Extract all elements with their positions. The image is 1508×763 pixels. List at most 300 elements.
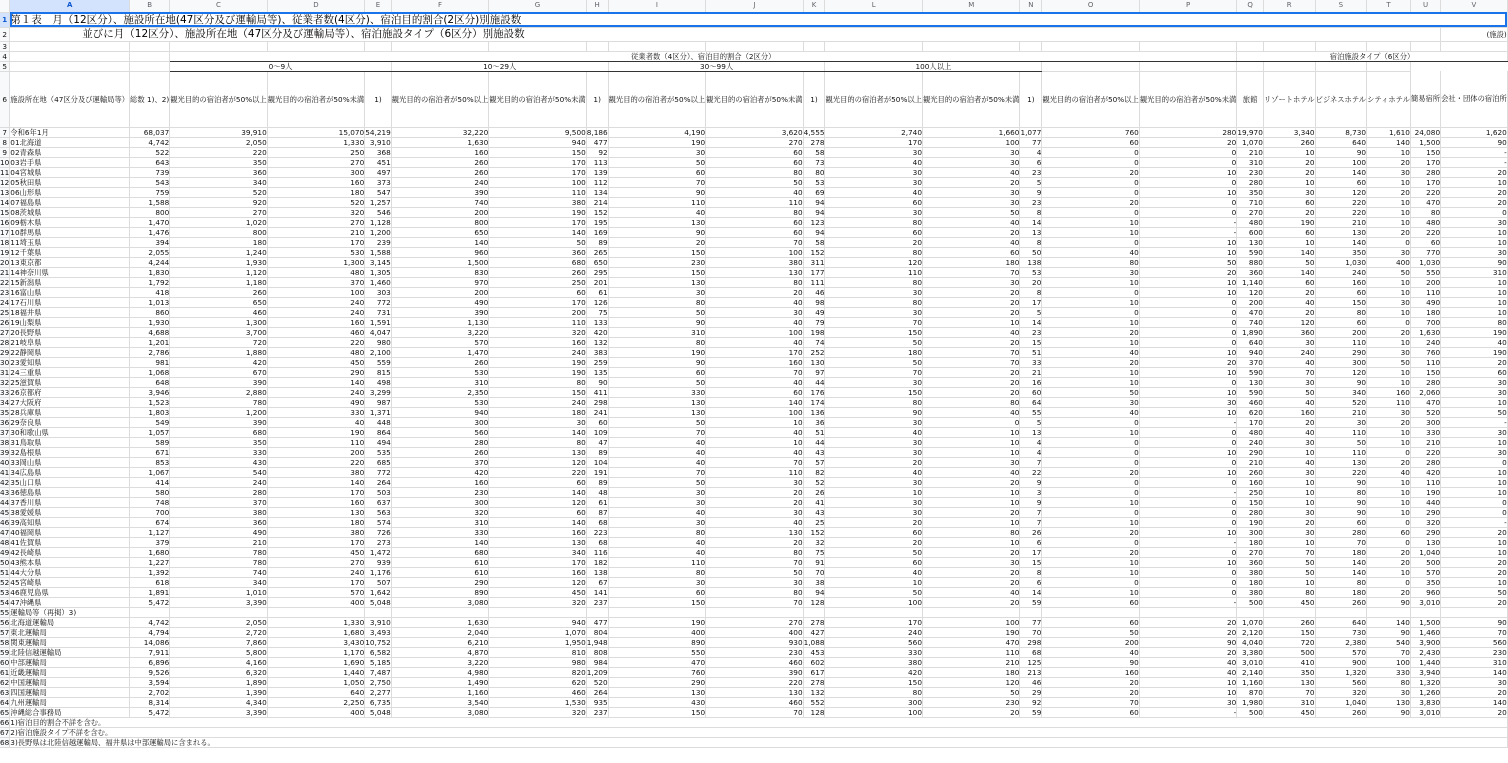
row-header[interactable]: 36 — [0, 417, 10, 427]
data-cell[interactable]: 0 — [1042, 287, 1139, 297]
data-cell[interactable]: 470 — [1410, 397, 1440, 407]
data-cell[interactable]: 320 — [1410, 517, 1440, 527]
data-cell[interactable]: 10 — [1042, 277, 1139, 287]
data-cell[interactable]: 1,200 — [365, 227, 392, 237]
data-cell[interactable]: 20 — [1042, 467, 1139, 477]
data-cell[interactable]: 59 — [1020, 707, 1042, 717]
data-cell[interactable]: 2,140 — [1237, 667, 1264, 677]
data-cell[interactable]: 40 — [1042, 407, 1139, 417]
data-cell[interactable]: 1,200 — [170, 407, 267, 417]
data-cell[interactable]: 7,487 — [365, 667, 392, 677]
data-cell[interactable]: 120 — [1263, 317, 1315, 327]
column-header[interactable]: M — [922, 0, 1019, 12]
data-cell[interactable]: - — [1139, 227, 1236, 237]
data-cell[interactable]: 1,680 — [130, 547, 170, 557]
data-cell[interactable]: 220 — [267, 457, 364, 467]
data-cell[interactable]: 89 — [586, 447, 608, 457]
row-header[interactable]: 12 — [0, 177, 10, 187]
data-cell[interactable]: 547 — [365, 187, 392, 197]
data-cell[interactable]: 140 — [1441, 667, 1508, 677]
data-cell[interactable]: 1,170 — [267, 647, 364, 657]
data-cell[interactable]: 14 — [1020, 317, 1042, 327]
row-label[interactable]: 24三重県 — [10, 367, 130, 377]
data-cell[interactable]: 90 — [1042, 657, 1139, 667]
data-cell[interactable]: 30 — [1367, 297, 1411, 307]
data-cell[interactable]: 1,030 — [1410, 257, 1440, 267]
data-cell[interactable]: 40 — [1263, 357, 1315, 367]
data-cell[interactable]: 1,127 — [130, 527, 170, 537]
data-cell[interactable]: 477 — [586, 617, 608, 627]
data-cell[interactable]: 50 — [922, 687, 1019, 697]
row-header[interactable]: 51 — [0, 567, 10, 577]
data-cell[interactable]: 20 — [1441, 567, 1508, 577]
data-cell[interactable]: 1,130 — [391, 317, 488, 327]
data-cell[interactable]: 90 — [1367, 627, 1411, 637]
data-cell[interactable]: 3,910 — [365, 137, 392, 147]
data-cell[interactable]: 940 — [391, 407, 488, 417]
data-cell[interactable]: 60 — [489, 507, 586, 517]
data-cell[interactable]: 300 — [1410, 417, 1440, 427]
data-cell[interactable]: 260 — [1237, 467, 1264, 477]
data-cell[interactable]: 1,500 — [1410, 617, 1440, 627]
data-cell[interactable]: 40 — [1263, 297, 1315, 307]
header-company-lodging[interactable]: 会社・団体の宿泊所 — [1441, 71, 1508, 127]
data-cell[interactable]: 70 — [1441, 627, 1508, 637]
data-cell[interactable]: 220 — [1315, 197, 1367, 207]
data-cell[interactable]: 770 — [1410, 247, 1440, 257]
data-cell[interactable]: 94 — [803, 587, 825, 597]
data-cell[interactable]: 40 — [706, 317, 803, 327]
cell[interactable] — [1237, 61, 1264, 71]
data-cell[interactable]: 0 — [1042, 477, 1139, 487]
data-cell[interactable]: 379 — [130, 537, 170, 547]
data-cell[interactable]: 30 — [825, 207, 922, 217]
data-cell[interactable]: 270 — [706, 617, 803, 627]
data-cell[interactable]: 60 — [489, 477, 586, 487]
data-cell[interactable]: 370 — [391, 457, 488, 467]
data-cell[interactable]: 46 — [803, 287, 825, 297]
data-cell[interactable]: 220 — [1315, 207, 1367, 217]
row-header[interactable]: 1 — [0, 12, 10, 27]
cell[interactable] — [1263, 61, 1315, 71]
header-ryokan[interactable]: 旅館 — [1237, 71, 1264, 127]
data-cell[interactable]: 40 — [706, 297, 803, 307]
data-cell[interactable]: 40 — [922, 217, 1019, 227]
data-cell[interactable]: 20 — [1139, 617, 1236, 627]
data-cell[interactable]: 30 — [706, 507, 803, 517]
data-cell[interactable]: 110 — [1367, 397, 1411, 407]
data-cell[interactable]: 330 — [825, 647, 922, 657]
data-cell[interactable]: 30 — [706, 307, 803, 317]
data-cell[interactable]: 10 — [1139, 467, 1236, 477]
data-cell[interactable]: 10 — [922, 497, 1019, 507]
data-cell[interactable]: 123 — [803, 217, 825, 227]
data-cell[interactable]: 40 — [922, 167, 1019, 177]
data-cell[interactable]: 320 — [391, 507, 488, 517]
data-cell[interactable]: 610 — [391, 557, 488, 567]
column-header[interactable]: V — [1441, 0, 1508, 12]
data-cell[interactable]: 530 — [391, 367, 488, 377]
data-cell[interactable]: 100 — [706, 327, 803, 337]
column-header[interactable]: S — [1315, 0, 1367, 12]
data-cell[interactable]: 1,490 — [391, 677, 488, 687]
data-cell[interactable]: 0 — [1042, 157, 1139, 167]
data-cell[interactable]: 640 — [1315, 617, 1367, 627]
data-cell[interactable]: 980 — [489, 657, 586, 667]
data-cell[interactable]: 480 — [1237, 427, 1264, 437]
data-cell[interactable]: 298 — [586, 397, 608, 407]
data-cell[interactable]: 180 — [267, 517, 364, 527]
data-cell[interactable]: 10 — [706, 417, 803, 427]
data-cell[interactable]: 130 — [1315, 227, 1367, 237]
cell[interactable] — [1042, 61, 1139, 71]
data-cell[interactable]: 10 — [1441, 177, 1508, 187]
data-cell[interactable]: 80 — [489, 377, 586, 387]
data-cell[interactable]: 549 — [130, 417, 170, 427]
footnote[interactable]: 2)宿泊施設タイプ不詳を含む。 — [10, 727, 1507, 737]
data-cell[interactable]: 602 — [803, 657, 825, 667]
data-cell[interactable]: 310 — [1441, 267, 1508, 277]
data-cell[interactable]: 20 — [1263, 517, 1315, 527]
data-cell[interactable]: 90 — [586, 377, 608, 387]
data-cell[interactable]: 300 — [1237, 527, 1264, 537]
data-cell[interactable]: 170 — [825, 137, 922, 147]
data-cell[interactable]: 68 — [1020, 647, 1042, 657]
data-cell[interactable]: 30 — [1441, 677, 1508, 687]
row-label[interactable]: 23愛知県 — [10, 357, 130, 367]
data-cell[interactable]: 100 — [706, 247, 803, 257]
data-cell[interactable]: 400 — [706, 627, 803, 637]
cell[interactable] — [1263, 607, 1315, 617]
data-cell[interactable]: 14 — [1020, 587, 1042, 597]
data-cell[interactable]: 20 — [1263, 287, 1315, 297]
data-cell[interactable]: 152 — [586, 207, 608, 217]
data-cell[interactable]: 340 — [489, 547, 586, 557]
column-header[interactable]: K — [803, 0, 825, 12]
data-cell[interactable]: 3,900 — [1410, 637, 1440, 647]
cell[interactable] — [1441, 607, 1508, 617]
row-header[interactable]: 66 — [0, 717, 10, 727]
data-cell[interactable]: 160 — [489, 527, 586, 537]
data-cell[interactable]: 170 — [267, 577, 364, 587]
column-header[interactable]: B — [130, 0, 170, 12]
data-cell[interactable]: 160 — [1367, 387, 1411, 397]
data-cell[interactable]: 60 — [1042, 597, 1139, 607]
data-cell[interactable]: 1,160 — [1237, 677, 1264, 687]
data-cell[interactable]: 20 — [1367, 157, 1411, 167]
data-cell[interactable]: 25 — [803, 517, 825, 527]
data-cell[interactable]: 160 — [706, 357, 803, 367]
data-cell[interactable]: 70 — [706, 597, 803, 607]
data-cell[interactable]: 617 — [803, 667, 825, 677]
header-tour-over-50[interactable]: 観光目的の宿泊者が50%以上 — [825, 71, 922, 127]
row-header[interactable]: 30 — [0, 357, 10, 367]
column-header[interactable]: R — [1263, 0, 1315, 12]
data-cell[interactable]: 0 — [1367, 537, 1411, 547]
data-cell[interactable]: 1,371 — [365, 407, 392, 417]
data-cell[interactable]: 320 — [267, 207, 364, 217]
row-header[interactable]: 23 — [0, 287, 10, 297]
data-cell[interactable]: 0 — [1139, 147, 1236, 157]
data-cell[interactable]: 546 — [365, 207, 392, 217]
data-cell[interactable]: 230 — [391, 487, 488, 497]
data-cell[interactable]: 278 — [803, 137, 825, 147]
data-cell[interactable]: 460 — [1237, 397, 1264, 407]
title-line-1[interactable]: 第１表 月（12区分）、施設所在地(47区分及び運輸局等)、従業者数(4区分)、宿泊目的割合(2区分)別施設数 — [10, 12, 1507, 27]
data-cell[interactable]: 230 — [922, 697, 1019, 707]
data-cell[interactable]: 480 — [267, 347, 364, 357]
cell[interactable] — [1237, 607, 1264, 617]
row-header[interactable]: 6 — [0, 71, 10, 127]
data-cell[interactable]: 0 — [1367, 237, 1411, 247]
data-cell[interactable]: 10 — [1263, 487, 1315, 497]
data-cell[interactable]: 5 — [1020, 417, 1042, 427]
data-cell[interactable]: 563 — [365, 507, 392, 517]
data-cell[interactable]: 20 — [1441, 687, 1508, 697]
data-cell[interactable]: 0 — [1139, 437, 1236, 447]
data-cell[interactable]: 55 — [1020, 407, 1042, 417]
data-cell[interactable]: 380 — [706, 257, 803, 267]
row-header[interactable]: 17 — [0, 227, 10, 237]
data-cell[interactable]: 130 — [1237, 237, 1264, 247]
row-label[interactable]: 16富山県 — [10, 287, 130, 297]
data-cell[interactable]: 370 — [1237, 357, 1264, 367]
data-cell[interactable]: 9,500 — [489, 127, 586, 137]
data-cell[interactable]: 451 — [365, 157, 392, 167]
data-cell[interactable]: 70 — [922, 347, 1019, 357]
data-cell[interactable]: 90 — [1441, 137, 1508, 147]
data-cell[interactable]: 260 — [1263, 137, 1315, 147]
data-cell[interactable]: 32,220 — [391, 127, 488, 137]
data-cell[interactable]: 780 — [170, 397, 267, 407]
data-cell[interactable]: 5 — [1020, 307, 1042, 317]
row-header[interactable]: 65 — [0, 707, 10, 717]
data-cell[interactable]: 420 — [1410, 467, 1440, 477]
data-cell[interactable]: 58 — [803, 147, 825, 157]
data-cell[interactable]: 320 — [489, 707, 586, 717]
row-header[interactable]: 2 — [0, 27, 10, 41]
data-cell[interactable]: 10 — [1042, 427, 1139, 437]
row-label[interactable]: 12千葉県 — [10, 247, 130, 257]
data-cell[interactable]: 50 — [1139, 257, 1236, 267]
data-cell[interactable]: 140 — [1315, 167, 1367, 177]
data-cell[interactable]: 10 — [1263, 447, 1315, 457]
data-cell[interactable]: 90 — [608, 357, 705, 367]
header-tour-under-50[interactable]: 観光目的の宿泊者が50%未満 — [922, 71, 1019, 127]
data-cell[interactable]: 4,340 — [170, 697, 267, 707]
data-cell[interactable]: 10 — [1139, 527, 1236, 537]
footnote[interactable]: 1)宿泊目的割合不詳を含む。 — [10, 717, 1507, 727]
data-cell[interactable]: 740 — [391, 197, 488, 207]
data-cell[interactable]: 100 — [1315, 157, 1367, 167]
data-cell[interactable]: 10 — [1263, 577, 1315, 587]
data-cell[interactable]: 60 — [608, 167, 705, 177]
data-cell[interactable]: 20 — [825, 237, 922, 247]
data-cell[interactable]: 90 — [1367, 597, 1411, 607]
data-cell[interactable]: 160 — [489, 337, 586, 347]
row-label[interactable]: 02青森県 — [10, 147, 130, 157]
row-label[interactable]: 47沖縄県 — [10, 597, 130, 607]
data-cell[interactable]: 560 — [1315, 677, 1367, 687]
data-cell[interactable]: 477 — [586, 137, 608, 147]
data-cell[interactable]: 520 — [1410, 407, 1440, 417]
data-cell[interactable]: 981 — [130, 357, 170, 367]
data-cell[interactable]: 8 — [1020, 237, 1042, 247]
data-cell[interactable]: 448 — [365, 417, 392, 427]
data-cell[interactable]: 80 — [1367, 677, 1411, 687]
data-cell[interactable]: 360 — [489, 247, 586, 257]
row-header[interactable]: 61 — [0, 667, 10, 677]
data-cell[interactable]: 1,040 — [1410, 547, 1440, 557]
data-cell[interactable]: 20 — [706, 537, 803, 547]
data-cell[interactable]: 170 — [489, 167, 586, 177]
data-cell[interactable]: 2,250 — [267, 697, 364, 707]
cell[interactable] — [1042, 607, 1139, 617]
data-cell[interactable]: 30 — [1139, 397, 1236, 407]
data-cell[interactable]: 160 — [489, 567, 586, 577]
row-header[interactable]: 39 — [0, 447, 10, 457]
data-cell[interactable]: 80 — [706, 167, 803, 177]
row-label[interactable]: 九州運輸局 — [10, 697, 130, 707]
data-cell[interactable]: 2,100 — [365, 347, 392, 357]
data-cell[interactable]: 4,742 — [130, 617, 170, 627]
data-cell[interactable]: 311 — [803, 257, 825, 267]
cell[interactable] — [10, 61, 130, 71]
data-cell[interactable]: 1,680 — [267, 627, 364, 637]
data-cell[interactable]: 10 — [1139, 187, 1236, 197]
data-cell[interactable]: 47 — [586, 437, 608, 447]
data-cell[interactable]: 670 — [170, 367, 267, 377]
data-cell[interactable]: 30 — [1263, 337, 1315, 347]
data-cell[interactable]: 420 — [825, 667, 922, 677]
data-cell[interactable]: 30 — [922, 187, 1019, 197]
data-cell[interactable]: 1,070 — [1237, 137, 1264, 147]
data-cell[interactable]: 116 — [586, 547, 608, 557]
data-cell[interactable]: 260 — [391, 167, 488, 177]
data-cell[interactable]: 60 — [706, 157, 803, 167]
data-cell[interactable]: 139 — [586, 167, 608, 177]
data-cell[interactable]: 10 — [922, 427, 1019, 437]
data-cell[interactable]: 10 — [1367, 307, 1411, 317]
data-cell[interactable]: 130 — [706, 267, 803, 277]
data-cell[interactable]: 191 — [586, 467, 608, 477]
data-cell[interactable]: 90 — [1315, 477, 1367, 487]
data-cell[interactable]: 30 — [706, 477, 803, 487]
data-cell[interactable]: 190 — [1237, 517, 1264, 527]
data-cell[interactable]: 1,890 — [1237, 327, 1264, 337]
data-cell[interactable]: 8 — [1020, 567, 1042, 577]
data-cell[interactable]: 50 — [489, 237, 586, 247]
data-cell[interactable]: 250 — [489, 277, 586, 287]
data-cell[interactable]: 2,050 — [170, 617, 267, 627]
data-cell[interactable]: 1,140 — [1237, 277, 1264, 287]
row-label[interactable]: 34広島県 — [10, 467, 130, 477]
data-cell[interactable]: 1,460 — [1410, 627, 1440, 637]
data-cell[interactable]: 550 — [1410, 267, 1440, 277]
data-cell[interactable]: 20 — [922, 337, 1019, 347]
data-cell[interactable]: 5,185 — [365, 657, 392, 667]
data-cell[interactable]: 10 — [1042, 227, 1139, 237]
data-cell[interactable]: 270 — [170, 207, 267, 217]
data-cell[interactable]: 10 — [1441, 227, 1508, 237]
cell[interactable] — [1237, 41, 1264, 51]
data-cell[interactable]: 265 — [586, 247, 608, 257]
data-cell[interactable]: 2,702 — [130, 687, 170, 697]
data-cell[interactable]: 8,730 — [1315, 127, 1367, 137]
header-tour-over-50[interactable]: 観光目的の宿泊者が50%以上 — [1042, 71, 1139, 127]
data-cell[interactable]: 60 — [1263, 197, 1315, 207]
data-cell[interactable]: 237 — [586, 707, 608, 717]
data-cell[interactable]: 44 — [803, 377, 825, 387]
data-cell[interactable]: 1,620 — [1441, 127, 1508, 137]
data-cell[interactable]: 1,880 — [170, 347, 267, 357]
row-header[interactable]: 68 — [0, 737, 10, 747]
data-cell[interactable]: 60 — [608, 367, 705, 377]
data-cell[interactable]: 77 — [1020, 617, 1042, 627]
data-cell[interactable]: 30 — [825, 437, 922, 447]
cell[interactable] — [825, 41, 922, 51]
row-label[interactable]: 21岐阜県 — [10, 337, 130, 347]
data-cell[interactable]: 50 — [1263, 257, 1315, 267]
data-cell[interactable]: 480 — [267, 267, 364, 277]
data-cell[interactable]: 330 — [608, 387, 705, 397]
data-cell[interactable]: 280 — [170, 487, 267, 497]
data-cell[interactable]: 135 — [586, 367, 608, 377]
data-cell[interactable]: 671 — [130, 447, 170, 457]
data-cell[interactable]: 15 — [1020, 557, 1042, 567]
cell[interactable] — [803, 607, 825, 617]
data-cell[interactable]: 10 — [1263, 237, 1315, 247]
data-cell[interactable]: 100 — [1367, 657, 1411, 667]
data-cell[interactable]: 0 — [1441, 457, 1508, 467]
data-cell[interactable]: 30 — [1441, 217, 1508, 227]
data-cell[interactable]: 100 — [922, 617, 1019, 627]
data-cell[interactable]: 507 — [365, 577, 392, 587]
data-cell[interactable]: 1,257 — [365, 197, 392, 207]
data-cell[interactable]: 22 — [1020, 467, 1042, 477]
data-cell[interactable]: 20 — [1441, 597, 1508, 607]
data-cell[interactable]: 237 — [586, 597, 608, 607]
data-cell[interactable]: 20 — [825, 517, 922, 527]
data-cell[interactable]: 303 — [365, 287, 392, 297]
data-cell[interactable]: 3,594 — [130, 677, 170, 687]
data-cell[interactable]: 0 — [1139, 317, 1236, 327]
data-cell[interactable]: 2,277 — [365, 687, 392, 697]
data-cell[interactable]: 940 — [489, 137, 586, 147]
data-cell[interactable]: 20 — [1263, 157, 1315, 167]
data-cell[interactable]: 10 — [1367, 487, 1411, 497]
data-cell[interactable]: 80 — [489, 437, 586, 447]
data-cell[interactable]: 152 — [803, 527, 825, 537]
data-cell[interactable]: 2,060 — [1410, 387, 1440, 397]
data-cell[interactable]: 20 — [1042, 327, 1139, 337]
cell[interactable] — [489, 607, 586, 617]
data-cell[interactable]: 150 — [1410, 367, 1440, 377]
data-cell[interactable]: 92 — [1020, 697, 1042, 707]
data-cell[interactable]: 987 — [365, 397, 392, 407]
row-label[interactable]: 26京都府 — [10, 387, 130, 397]
row-label[interactable]: 43熊本県 — [10, 557, 130, 567]
data-cell[interactable]: 20 — [1042, 197, 1139, 207]
data-cell[interactable]: 240 — [391, 177, 488, 187]
data-cell[interactable]: 170 — [267, 487, 364, 497]
data-cell[interactable]: 280 — [1410, 167, 1440, 177]
data-cell[interactable]: 10 — [1367, 177, 1411, 187]
header-tour-over-50[interactable]: 観光目的の宿泊者が50%以上 — [608, 71, 705, 127]
data-cell[interactable]: 748 — [130, 497, 170, 507]
data-cell[interactable]: 1,948 — [586, 637, 608, 647]
data-cell[interactable]: 240 — [489, 397, 586, 407]
